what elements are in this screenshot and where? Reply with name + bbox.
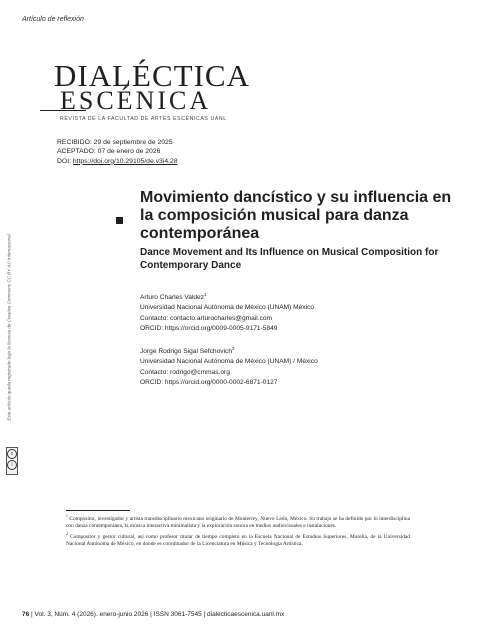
author-orcid[interactable]: ORCID: https://orcid.org/0009-0005-9171-5849 bbox=[140, 324, 278, 332]
journal-logo-subtitle: REVISTA DE LA FACULTAD DE ARTES ESCÉNICAS UANL bbox=[60, 116, 227, 122]
doi-line bbox=[57, 157, 178, 166]
title-bullet-icon bbox=[116, 217, 123, 224]
author-affiliation: Universidad Nacional Autónoma de México (UNAM) México bbox=[140, 304, 315, 312]
footnote: $^1$ Compositor, investigador y artista transdisciplinario mexicano originario de Monterrey, Nuevo León, México. Su trabajo se ha definido por lo interdisciplina con danza contemporánea, la música interactiva minimalista y la exploración sonora en medios audiovisuales e instalaciones. bbox=[66, 514, 410, 530]
author-affiliation: Universidad Nacional Autónoma de México (UNAM) / México bbox=[140, 358, 318, 366]
license-side-note: Este artículo queda registrado bajo la licencia de Creative Commons CC BY 4.0 Internacional bbox=[6, 234, 12, 421]
doi-link[interactable]: https://doi.org/10.29105/de.v3i4.28 bbox=[72, 157, 178, 165]
footer-text: Vol. 3, Núm. 4 (2026). enero-junio 2026 | ISSN 3061-7545 | dialecticaescenica.uanl.mx bbox=[34, 611, 285, 618]
article-dates bbox=[57, 138, 178, 166]
journal-logo-line2: ESCÉNICA bbox=[60, 86, 212, 115]
author-name: Arturo Charles Valdez$^1$ bbox=[140, 292, 207, 302]
journal-logo-line1: DIALÉCTICA bbox=[54, 58, 250, 93]
author-block bbox=[140, 290, 318, 388]
page-number: 76 bbox=[22, 611, 30, 618]
doi-label: DOI: bbox=[57, 157, 71, 165]
footnote: $^2$ Compositor y gestor cultural, así como profesor titular de tiempo completo en la Escuela Nacional de Estudios Superiores, Morelia, de la Universidad Nacional Autónoma de México, en donde es coordinador de la Licenciatura en Música y Tecnología Artística. bbox=[66, 531, 410, 548]
footnote-rule bbox=[66, 510, 130, 511]
page-footer: 76 | Vol. 3, Núm. 4 (2026). enero-junio 2026 | ISSN 3061-7545 | dialecticaescenica.uanl.mx bbox=[22, 611, 285, 618]
cc-license-icon[interactable]: c i bbox=[6, 447, 18, 475]
author-contact[interactable]: Contacto: rodrigo@cmmas.org bbox=[140, 368, 230, 376]
article-title-es: Movimiento dancístico y su influencia en la composición musical para danza contemporánea bbox=[140, 189, 452, 242]
author-name: Jorge Rodrigo Sigal Sefchovich$^2$ bbox=[140, 346, 235, 356]
author-contact[interactable]: Contacto: contacto.arturocharles@gmail.com bbox=[140, 314, 273, 322]
footnotes bbox=[66, 513, 410, 549]
author-orcid[interactable]: ORCID: https://orcid.org/0000-0002-6871-0127 bbox=[140, 378, 278, 386]
received-date: RECIBIDO: 29 de septiembre de 2025 bbox=[57, 139, 173, 146]
section-label: Artículo de reflexión bbox=[22, 16, 84, 23]
accepted-date: ACEPTADO: 07 de enero de 2026 bbox=[57, 148, 161, 156]
article-title-en: Dance Movement and Its Influence on Musical Composition for Contemporary Dance bbox=[140, 247, 439, 271]
